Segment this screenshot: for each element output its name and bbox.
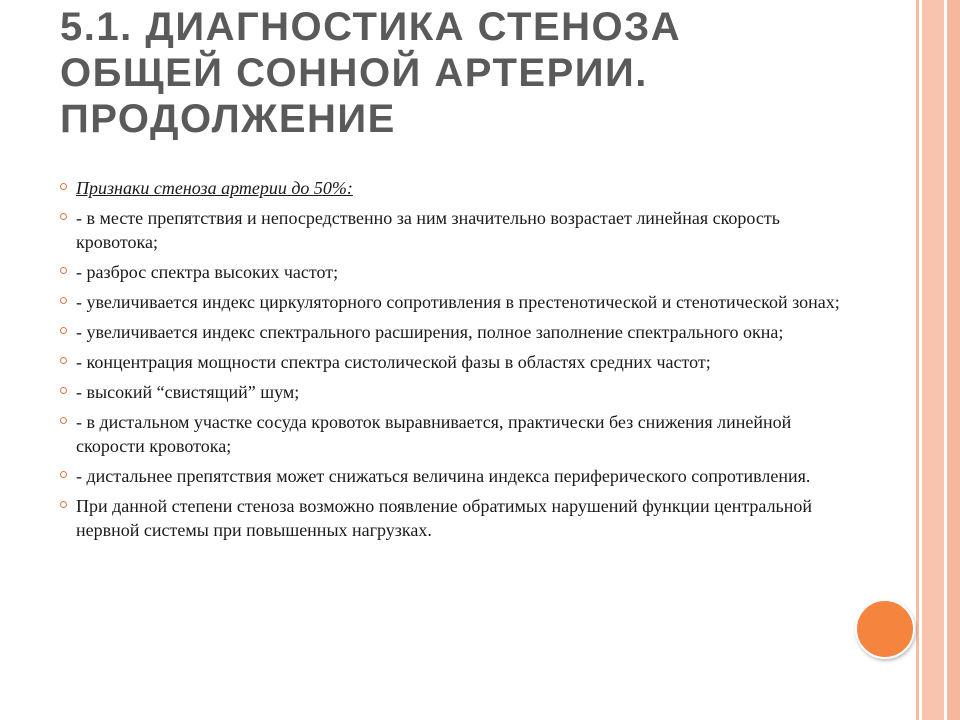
hollow-circle-bullet-icon xyxy=(60,357,67,364)
list-item xyxy=(60,464,840,488)
hollow-circle-bullet-icon xyxy=(60,387,67,394)
list-item-text: При данной степени стеноза возможно появление обратимых нарушений функции центральной нервной системы при повышенных нагрузках. xyxy=(76,496,813,540)
list-item xyxy=(60,206,840,254)
hollow-circle-bullet-icon xyxy=(60,417,67,424)
title-line: 5.1. ДИАГНОСТИКА СТЕНОЗА xyxy=(60,5,682,49)
hollow-circle-bullet-icon xyxy=(60,297,67,304)
stripe xyxy=(916,0,919,720)
orange-circle-icon xyxy=(855,599,915,659)
list-item xyxy=(60,176,840,200)
list-item-text: - дистальнее препятствия может снижаться величина индекса периферического сопротивления. xyxy=(76,466,811,486)
list-item-text: - в месте препятствия и непосредственно за ним значительно возрастает линейная скорость кровотока; xyxy=(76,208,780,252)
list-item xyxy=(60,260,840,284)
list-item-text: - в дистальном участке сосуда кровоток выравнивается, практически без снижения линейной скорости кровотока; xyxy=(76,412,792,456)
list-item-text: - увеличивается индекс спектрального расширения, полное заполнение спектрального окна; xyxy=(76,322,784,342)
hollow-circle-bullet-icon xyxy=(60,213,67,220)
stripe xyxy=(947,0,960,720)
list-item-text: - концентрация мощности спектра систолической фазы в областях средних частот; xyxy=(76,352,711,372)
list-item-text: Признаки стеноза артерии до 50%: xyxy=(76,178,353,198)
hollow-circle-bullet-icon xyxy=(60,471,67,478)
title-line: ПРОДОЛЖЕНИЕ xyxy=(60,97,396,141)
hollow-circle-bullet-icon xyxy=(60,183,67,190)
list-item xyxy=(60,410,840,458)
list-item xyxy=(60,380,840,404)
list-item xyxy=(60,494,840,542)
list-item-text: - разброс спектра высоких частот; xyxy=(76,262,339,282)
title-line: ОБЩЕЙ СОННОЙ АРТЕРИИ. xyxy=(60,51,648,95)
stripe xyxy=(922,0,944,720)
slide-title xyxy=(60,4,880,142)
list-item xyxy=(60,320,840,344)
right-decoration-stripes xyxy=(916,0,960,720)
hollow-circle-bullet-icon xyxy=(60,327,67,334)
bullet-list xyxy=(60,176,840,548)
list-item-text: - увеличивается индекс циркуляторного сопротивления в престенотической и стенотической зонах; xyxy=(76,292,840,312)
list-item xyxy=(60,290,840,314)
hollow-circle-bullet-icon xyxy=(60,501,67,508)
list-item-text: - высокий “свистящий” шум; xyxy=(76,382,300,402)
hollow-circle-bullet-icon xyxy=(60,267,67,274)
list-item xyxy=(60,350,840,374)
